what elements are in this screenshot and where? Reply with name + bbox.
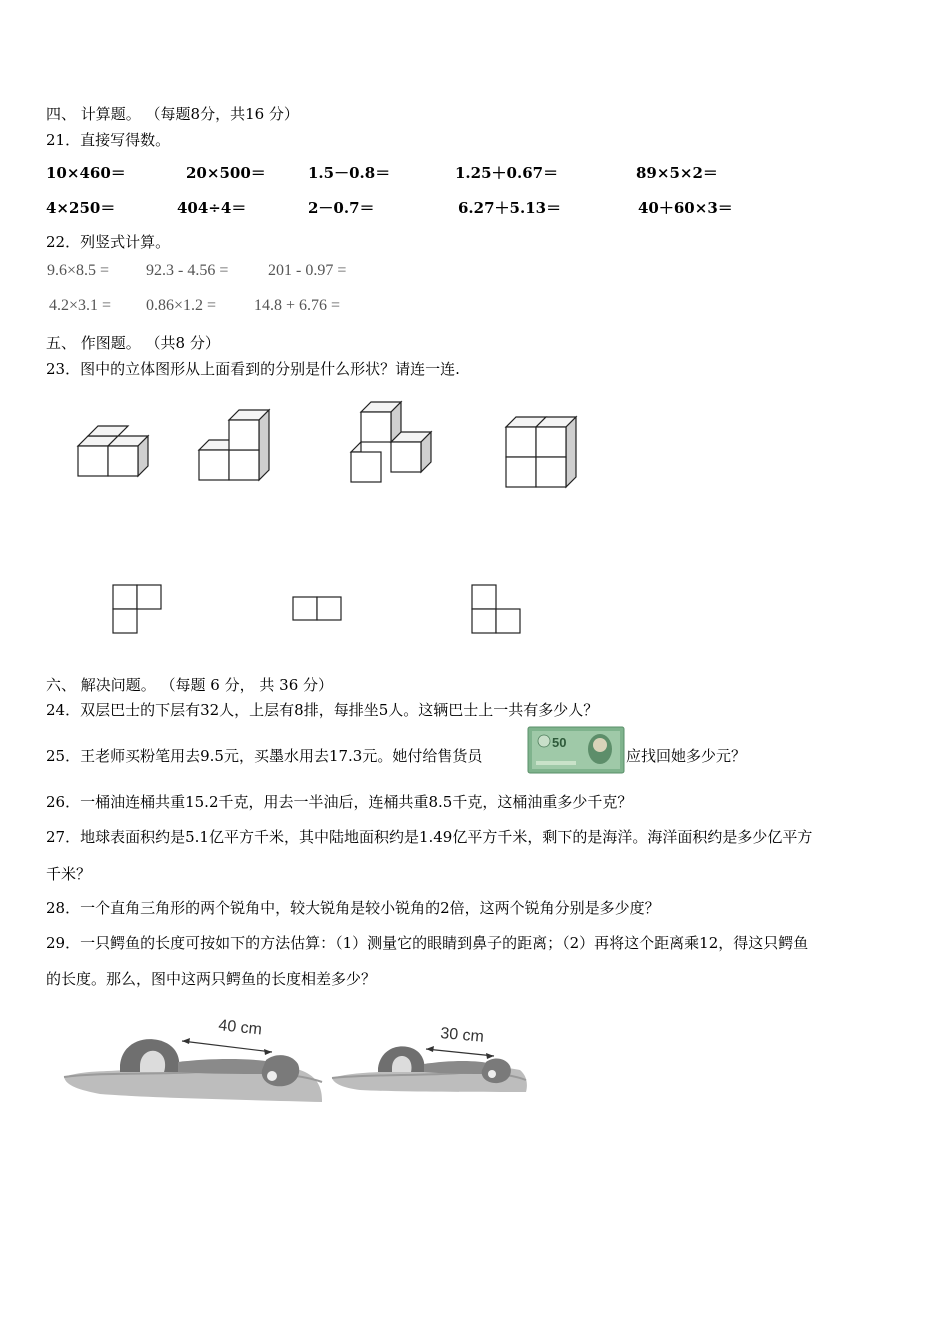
crocodile-2	[332, 1025, 527, 1092]
q22-item: 14.8 + 6.76 =	[254, 297, 341, 314]
q29-text-line2: 的长度。那么，图中这两只鳄鱼的长度相差多少？	[46, 970, 377, 988]
section4-heading: 四、 计算题。 （每题8分，共16 分）	[46, 105, 299, 123]
q24-text: 24．双层巴士的下层有32人，上层有8排，每排坐5人。这辆巴士上一共有多少人？	[46, 701, 599, 719]
q26-text: 26．一桶油连桶共重15.2千克，用去一半油后，连桶共重8.5千克，这桶油重多少千克？	[46, 793, 633, 811]
crocodile-2-label: 30 cm	[439, 1025, 485, 1046]
q25-text-after: 应找回她多少元？	[626, 747, 747, 765]
q21-item: 6.27＋5.13＝	[458, 199, 562, 217]
q21-item: 89×5×2＝	[636, 164, 718, 182]
q21-item: 2－0.7＝	[308, 199, 375, 217]
q21-item: 20×500＝	[186, 164, 266, 182]
q28-text: 28．一个直角三角形的两个锐角中，较大锐角是较小锐角的2倍，这两个锐角分别是多少度？	[46, 899, 660, 917]
q22-item: 92.3 - 4.56 =	[146, 262, 229, 279]
q22-item: 201 - 0.97 =	[268, 262, 347, 279]
q27-text-line2: 千米？	[46, 865, 92, 883]
q25-text-before: 25．王老师买粉笔用去9.5元，买墨水用去17.3元。她付给售货员	[46, 747, 483, 765]
q22-item: 0.86×1.2 =	[146, 297, 217, 314]
q22-item: 4.2×3.1 =	[49, 297, 112, 314]
q21-title: 21．直接写得数。	[46, 131, 171, 149]
q22-item: 9.6×8.5 =	[47, 262, 110, 279]
q21-item: 10×460＝	[46, 164, 126, 182]
q22-title: 22．列竖式计算。	[46, 233, 171, 251]
q21-item: 4×250＝	[46, 199, 116, 217]
q23-text: 23．图中的立体图形从上面看到的分别是什么形状？请连一连.	[46, 360, 460, 378]
q29-text-line1: 29．一只鳄鱼的长度可按如下的方法估算：（1）测量它的眼睛到鼻子的距离；（2）再将这个距离乘12，得这只鳄鱼	[46, 934, 809, 952]
crocodile-1-label: 40 cm	[217, 1017, 263, 1039]
q21-item: 1.25＋0.67＝	[455, 164, 559, 182]
q21-item: 1.5－0.8＝	[308, 164, 391, 182]
crocodile-1	[64, 1017, 322, 1102]
section5-heading: 五、 作图题。 （共8 分）	[46, 334, 220, 352]
q21-item: 404÷4＝	[177, 199, 247, 217]
q27-text-line1: 27．地球表面积约是5.1亿平方千米，其中陆地面积约是1.49亿平方千米，剩下的是海洋。海洋面积约是多少亿平方	[46, 828, 813, 846]
section6-heading: 六、 解决问题。 （每题 6 分， 共 36 分）	[46, 676, 334, 694]
q21-item: 40＋60×3＝	[638, 199, 733, 217]
banknote-value: 50	[552, 735, 567, 750]
